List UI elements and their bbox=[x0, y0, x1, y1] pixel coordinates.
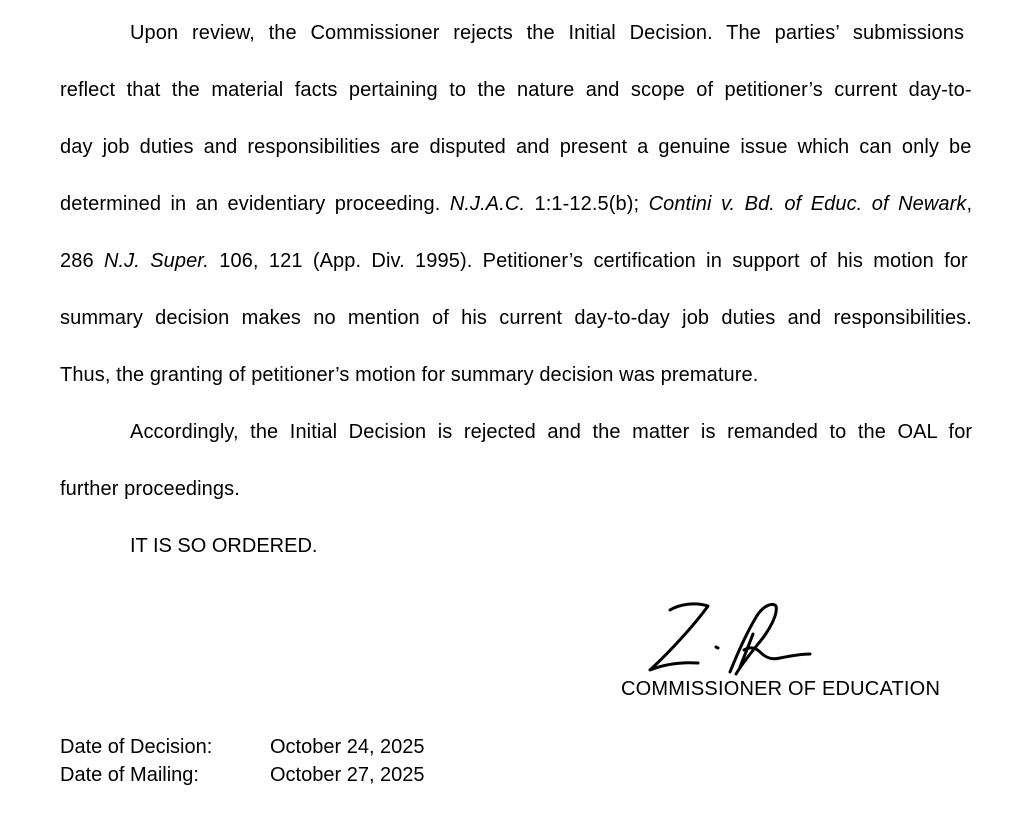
text-run: determined in an evidentiary proceeding. bbox=[60, 193, 450, 215]
text-run: 1:1-12.5(b); bbox=[525, 193, 649, 215]
date-of-mailing-label: Date of Mailing: bbox=[60, 764, 199, 786]
citation-reporter: N.J. Super. bbox=[103, 250, 209, 272]
paragraph-line: Thus, the granting of petitioner’s motion for summary decision was premature. bbox=[60, 364, 759, 386]
date-of-decision-label: Date of Decision: bbox=[60, 736, 213, 758]
paragraph-line: Upon review, the Commissioner rejects the Initial Decision. The parties’ submissions bbox=[130, 22, 965, 44]
paragraph-remand bbox=[60, 404, 972, 518]
paragraph-line: further proceedings. bbox=[60, 478, 240, 500]
paragraph-line: Accordingly, the Initial Decision is rejected and the matter is remanded to the OAL for bbox=[130, 421, 973, 443]
paragraph-line-reporter bbox=[60, 233, 972, 290]
dates-block bbox=[60, 733, 425, 789]
date-of-decision-value: October 24, 2025 bbox=[270, 736, 425, 758]
date-of-decision-row bbox=[60, 733, 425, 761]
order-statement: IT IS SO ORDERED. bbox=[130, 535, 318, 557]
paragraph-review bbox=[60, 5, 972, 404]
citation-njac: N.J.A.C. bbox=[449, 193, 526, 215]
text-run: , bbox=[966, 193, 973, 215]
signature-title: COMMISSIONER OF EDUCATION bbox=[621, 678, 941, 700]
paragraph-line-citation bbox=[60, 176, 972, 233]
text-run: 286 bbox=[60, 250, 104, 272]
paragraph-line: summary decision makes no mention of his current day-to-day job duties and responsibilities. bbox=[60, 307, 972, 329]
text-run: 106, 121 (App. Div. 1995). Petitioner’s certification in support of his motion for bbox=[208, 250, 968, 272]
date-of-mailing-value: October 27, 2025 bbox=[270, 764, 425, 786]
date-of-mailing-row bbox=[60, 761, 425, 789]
paragraph-line: day job duties and responsibilities are disputed and present a genuine issue which can only be bbox=[60, 136, 972, 158]
citation-case-name: Contini v. Bd. of Educ. of Newark bbox=[648, 193, 967, 215]
handwritten-signature bbox=[620, 592, 830, 682]
paragraph-line: reflect that the material facts pertaining to the nature and scope of petitioner’s current day-to- bbox=[60, 79, 972, 101]
